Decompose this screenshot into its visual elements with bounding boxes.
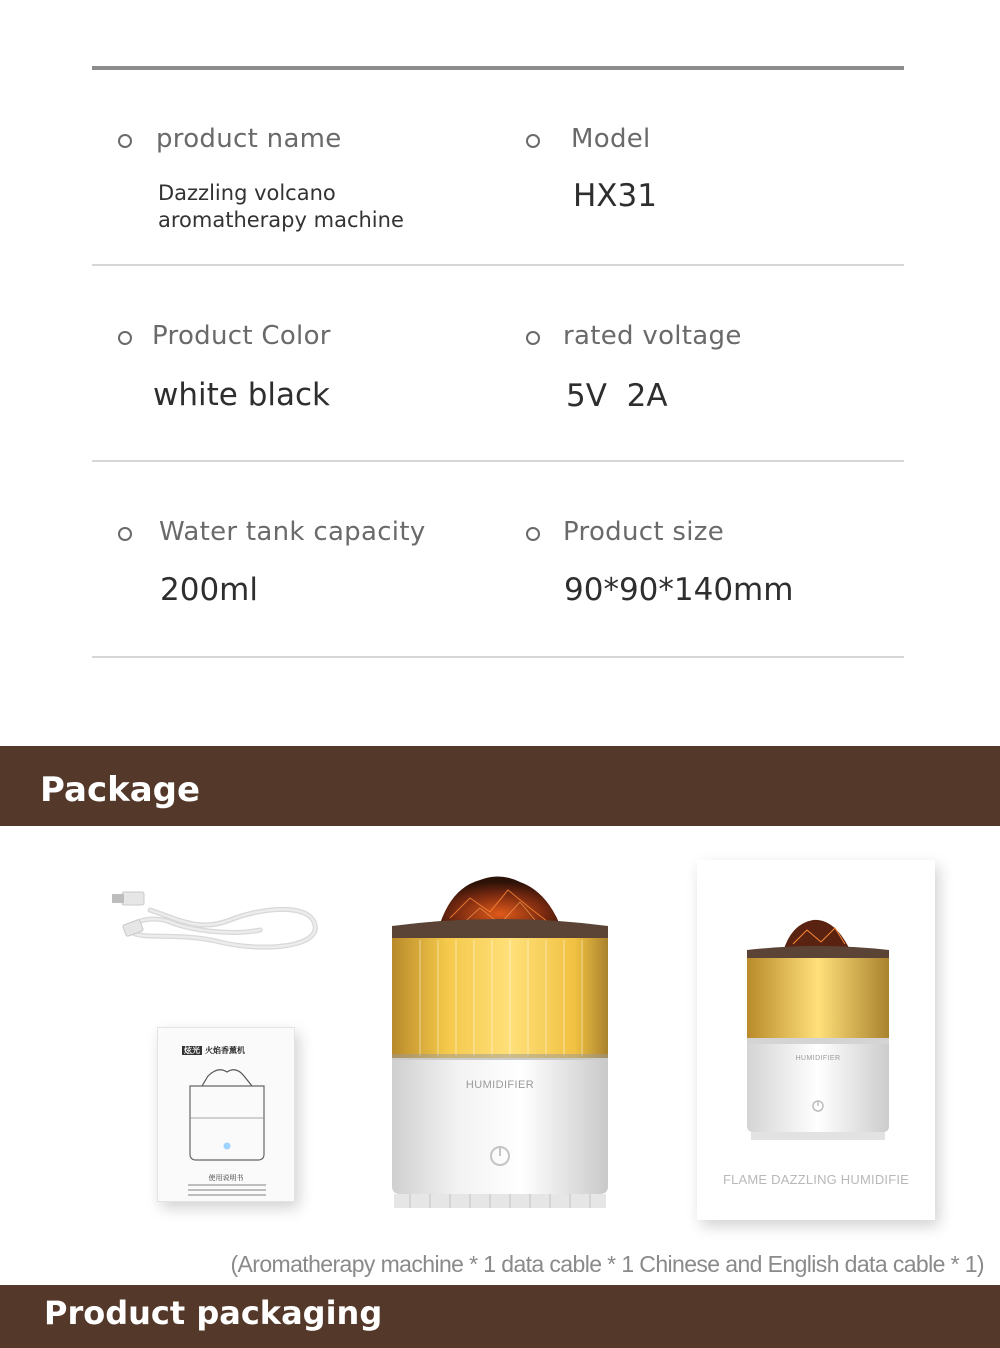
bullet-icon (526, 331, 540, 345)
device-label: HUMIDIFIER (465, 1079, 535, 1091)
spec-value: 90*90*140mm (564, 572, 794, 608)
spec-label: rated voltage (563, 321, 742, 351)
spec-value: 200ml (160, 572, 258, 608)
package-contents-note: (Aromatherapy machine * 1 data cable * 1 Chinese and English data cable * 1) (230, 1251, 984, 1277)
manual-footer: 使用说明书 (208, 1174, 244, 1182)
manual-text-lines (188, 1184, 266, 1199)
humidifier-device-image (380, 868, 620, 1218)
bullet-icon (118, 134, 132, 148)
bullet-icon (526, 527, 540, 541)
box-device-illustration (743, 914, 893, 1154)
box-caption: FLAME DAZZLING HUMIDIFIE (722, 1172, 910, 1187)
spec-label: product name (156, 124, 342, 154)
package-title: Package (40, 770, 201, 810)
row-divider (92, 656, 904, 658)
spec-label: Product Color (152, 321, 331, 351)
packaging-band (0, 1285, 1000, 1348)
spec-label: Product size (563, 517, 724, 547)
top-rule (92, 66, 904, 70)
spec-value: white black (153, 377, 330, 413)
spec-value: Dazzling volcano aromatherapy machine (158, 181, 404, 232)
spec-label: Model (571, 124, 651, 154)
manual-device-sketch (188, 1066, 266, 1166)
bullet-icon (526, 134, 540, 148)
row-divider (92, 460, 904, 462)
instruction-manual-image (157, 1027, 295, 1202)
spec-value: HX31 (573, 178, 657, 214)
box-device-label: HUMIDIFIER (795, 1055, 841, 1062)
bullet-icon (118, 331, 132, 345)
bullet-icon (118, 527, 132, 541)
packaging-title: Product packaging (44, 1294, 383, 1332)
manual-brand (182, 1045, 245, 1056)
manual-tag: 炫光 (184, 1046, 200, 1055)
spec-value: 5V 2A (566, 378, 668, 414)
gift-box-image (697, 860, 935, 1220)
spec-label: Water tank capacity (159, 517, 426, 547)
usb-cable-image (110, 880, 330, 970)
row-divider (92, 264, 904, 266)
manual-title: 火焰香薰机 (205, 1046, 245, 1055)
package-band (0, 746, 1000, 826)
